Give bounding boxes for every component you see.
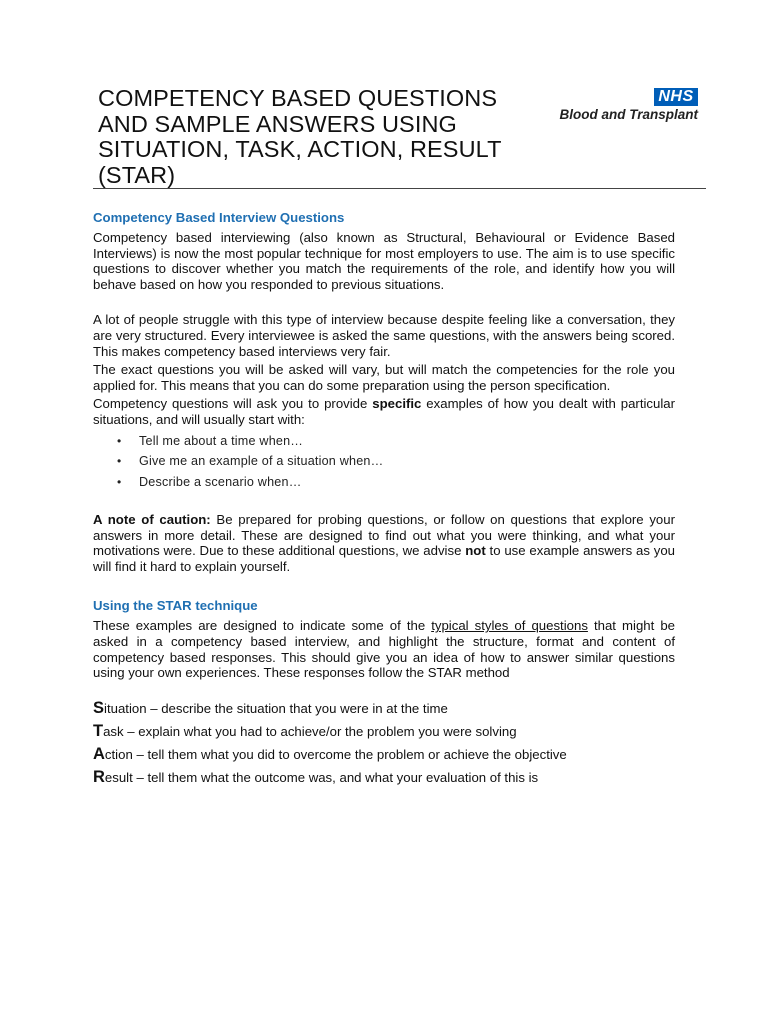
paragraph-specific-examples xyxy=(93,396,675,427)
paragraph-exact-questions: The exact questions you will be asked will vary, but will match the competencies for the role you applied for. This means that you can do some preparation using the person specification. xyxy=(93,362,675,393)
star-letter: R xyxy=(93,767,105,786)
bullet-icon: • xyxy=(117,454,122,469)
section-heading-competency-questions: Competency Based Interview Questions xyxy=(93,210,345,225)
paragraph-struggle: A lot of people struggle with this type of interview because despite feeling like a conversation, they are very structured. Every interviewee is asked the same questions, with the answers being scored. This makes competency based interviews very fair. xyxy=(93,312,675,359)
star-item-task xyxy=(93,720,675,743)
logo-subtitle: Blood and Transplant xyxy=(559,107,698,122)
specific-bold: specific xyxy=(372,396,422,412)
caution-text-2: to use example answers as you will find it hard to explain yourself. xyxy=(93,543,675,574)
star-letter: S xyxy=(93,698,105,717)
paragraph-caution xyxy=(93,512,675,574)
question-starters-list xyxy=(93,431,675,493)
document-title xyxy=(98,86,528,188)
caution-text-1: Be prepared for probing questions, or follow on questions that explore your answers in more detail. These are designed to find out what you were thinking, and what your motivations were. Due to these additional questions, we advise xyxy=(93,512,675,559)
star-item-result xyxy=(93,766,675,789)
list-item-text: Give me an example of a situation when… xyxy=(139,454,384,469)
section-heading-star-technique: Using the STAR technique xyxy=(93,598,258,614)
title-divider xyxy=(93,188,706,189)
star-item-action xyxy=(93,743,675,766)
caution-bold-not: not xyxy=(465,543,486,559)
star-intro-underlined: typical styles of questions xyxy=(431,618,588,634)
nhs-blood-transplant-logo xyxy=(544,88,704,124)
bullet-icon: • xyxy=(117,474,122,489)
paragraph-intro: Competency based interviewing (also known as Structural, Behavioural or Evidence Based Interviews) is now the most popular technique for most employers to use. The aim is to use specific questions to discover whether you match the requirements of the role, and identify how you will behave based on how you responded to previous situations. xyxy=(93,230,675,292)
star-item-text: ask – explain what you had to achieve/or the problem you were solving xyxy=(103,723,517,739)
list-item xyxy=(93,431,675,452)
list-item xyxy=(93,451,675,472)
star-intro-before: These examples are designed to indicate some of the xyxy=(93,618,432,634)
nhs-badge: NHS xyxy=(654,88,698,106)
star-item-situation xyxy=(93,697,675,720)
bullet-icon: • xyxy=(117,433,122,448)
title-line-1: COMPETENCY BASED QUESTIONS xyxy=(98,85,498,111)
star-method-list xyxy=(93,697,675,789)
star-letter: A xyxy=(93,744,105,763)
title-line-2: AND SAMPLE ANSWERS USING xyxy=(98,110,457,137)
paragraph-star-intro xyxy=(93,618,675,680)
list-item-text: Tell me about a time when… xyxy=(139,433,304,448)
specific-text-after: examples of how you dealt with particular situations, and will usually start with: xyxy=(93,396,675,427)
star-item-text: ituation – describe the situation that you were in at the time xyxy=(104,700,448,716)
specific-text-before: Competency questions will ask you to provide xyxy=(93,396,373,412)
star-letter: T xyxy=(93,721,104,740)
caution-label: A note of caution: xyxy=(93,512,211,528)
title-line-4: (STAR) xyxy=(98,161,176,188)
list-item-text: Describe a scenario when… xyxy=(139,474,302,489)
star-item-text: esult – tell them what the outcome was, and what your evaluation of this is xyxy=(104,769,539,785)
document-body xyxy=(93,209,675,789)
star-item-text: ction – tell them what you did to overcome the problem or achieve the objective xyxy=(104,746,567,762)
list-item xyxy=(93,472,675,493)
star-intro-after: that might be asked in a competency based interview, and highlight the structure, format and content of competency based responses. This should give you an idea of how to answer similar questions using your own experiences. These responses follow the STAR method xyxy=(93,618,675,681)
title-line-3: SITUATION, TASK, ACTION, RESULT xyxy=(98,136,502,162)
